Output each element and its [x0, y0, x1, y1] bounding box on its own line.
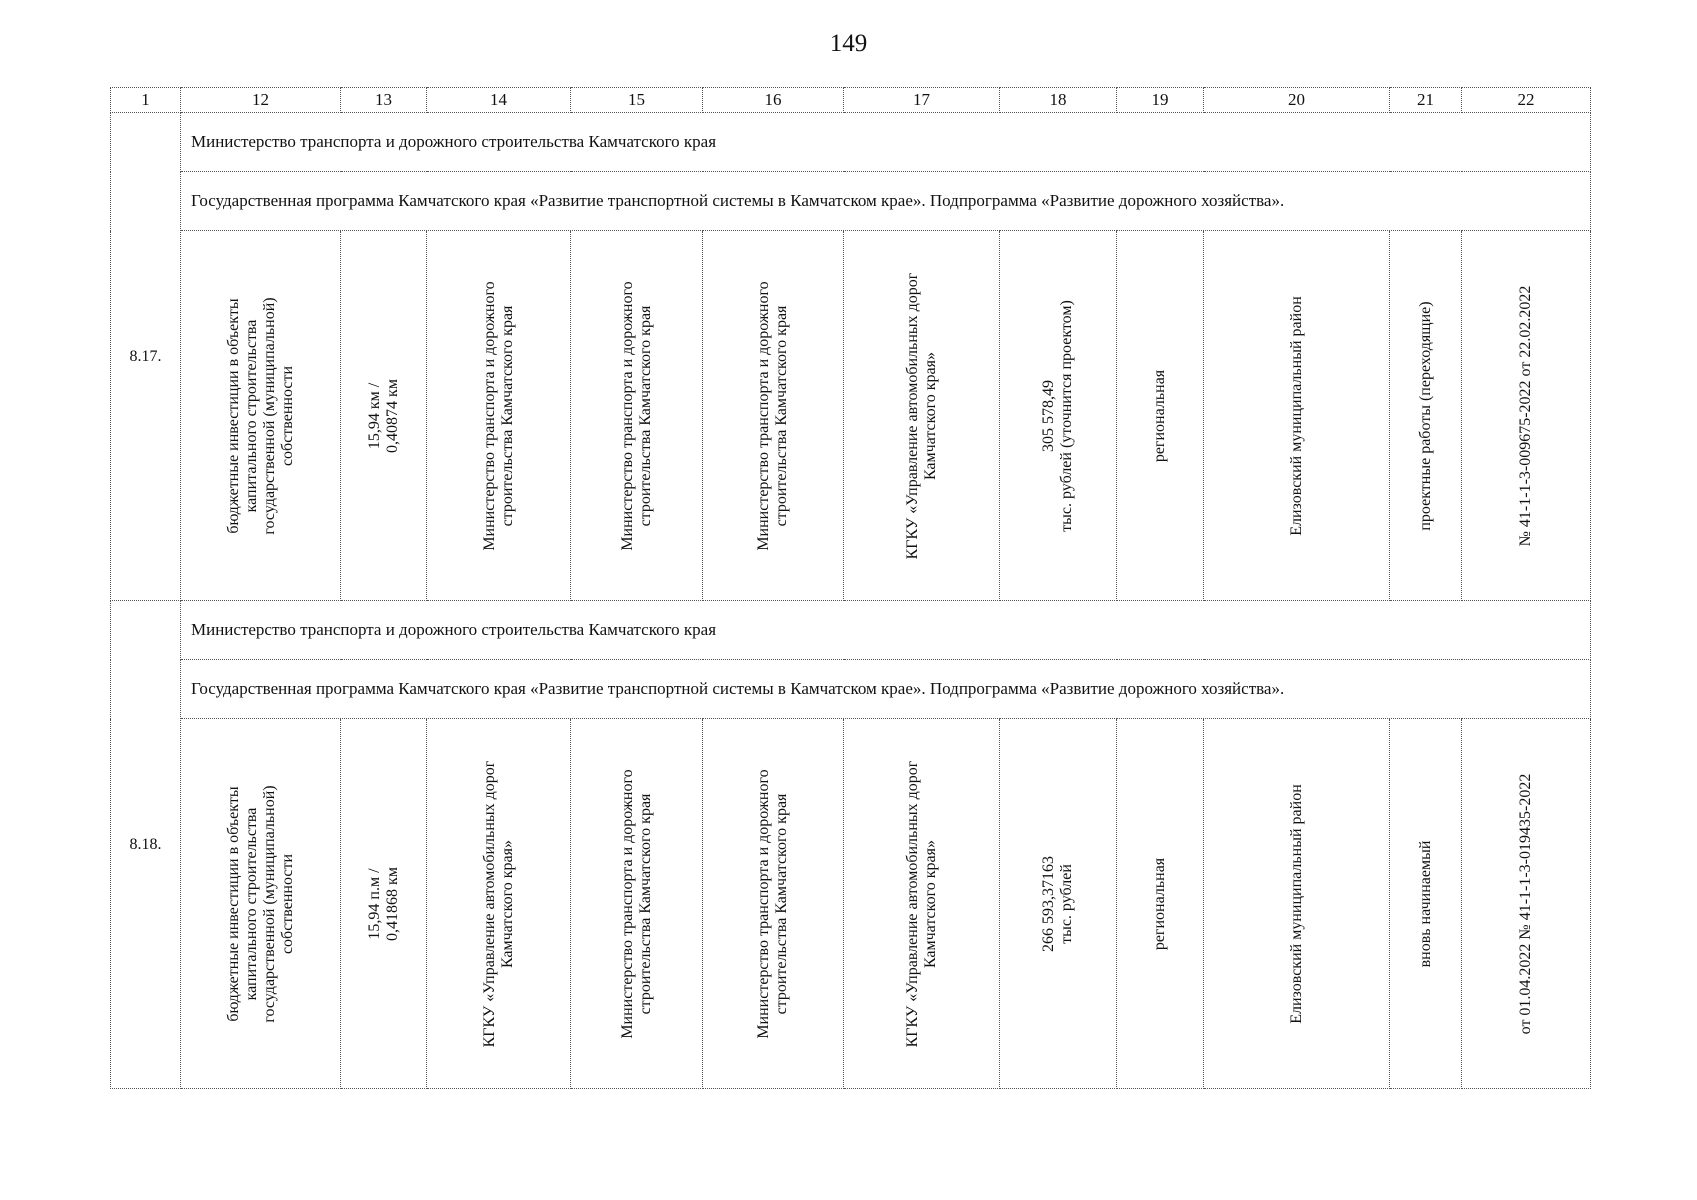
column-number-row: [111, 88, 1591, 113]
registry-table: [110, 87, 1591, 1089]
cell-line: 266 593,37163: [1040, 855, 1057, 952]
column-number: 19: [1117, 88, 1204, 113]
detail-cell: [1204, 231, 1390, 601]
detail-cell: [1117, 231, 1204, 601]
detail-cell: [1462, 231, 1591, 601]
program-name: Государственная программа Камчатского края «Развитие транспортной системы в Камчатском крае». Подпрограмма «Развитие дорожного хозяйства».: [181, 172, 1591, 231]
cell-line: КГКУ «Управление автомобильных дорог: [480, 760, 498, 1047]
cell-line: проектные работы (переходящие): [1416, 300, 1434, 531]
record-program-row: [111, 172, 1591, 231]
record-number: 8.17.: [111, 113, 181, 601]
rotated-cell-text: [1517, 246, 1535, 586]
rotated-cell-text: [225, 246, 297, 586]
cell-line: Министерство транспорта и дорожного: [755, 280, 772, 551]
cell-line: Министерство транспорта и дорожного: [618, 768, 636, 1039]
record-ministry-row: [111, 601, 1591, 660]
cell-line: 305 578,49: [1040, 379, 1057, 452]
detail-cell: [703, 231, 844, 601]
column-number: 20: [1204, 88, 1390, 113]
detail-cell: [181, 231, 341, 601]
rotated-cell-text: [1517, 734, 1535, 1074]
rotated-cell-text: [1151, 734, 1169, 1074]
rotated-cell-text: [366, 734, 402, 1074]
detail-cell: [1204, 719, 1390, 1089]
detail-cell: [341, 719, 427, 1089]
cell-line: 15,94 п.м /: [365, 867, 383, 940]
column-number: 13: [341, 88, 427, 113]
cell-line: Министерство транспорта и дорожного: [618, 280, 636, 551]
cell-line: тыс. рублей (уточнится проектом): [1058, 299, 1075, 532]
record-program-row: [111, 660, 1591, 719]
cell-line: 0,41868 км: [383, 866, 401, 941]
cell-line: капитального строительства: [242, 807, 260, 1000]
rotated-cell-text: [1040, 246, 1076, 586]
cell-line: региональная: [1151, 369, 1168, 462]
cell-line: КГКУ «Управление автомобильных дорог: [903, 272, 921, 559]
cell-line: бюджетные инвестиции в объекты: [224, 297, 242, 534]
cell-line: капитального строительства: [242, 319, 260, 512]
cell-line: строительства Камчатского края: [773, 793, 790, 1014]
rotated-cell-text: [904, 246, 940, 586]
page-number: 149: [829, 30, 868, 57]
ministry-name: Министерство транспорта и дорожного строительства Камчатского края: [181, 601, 1591, 660]
cell-line: № 41-1-1-3-009675-2022 от 22.02.2022: [1517, 285, 1534, 546]
detail-cell: [571, 231, 703, 601]
column-number: 16: [703, 88, 844, 113]
cell-line: КГКУ «Управление автомобильных дорог: [903, 760, 921, 1047]
cell-line: строительства Камчатского края: [498, 305, 516, 526]
cell-line: собственности: [278, 365, 296, 466]
detail-cell: [844, 719, 1000, 1089]
rotated-cell-text: [1417, 246, 1435, 586]
detail-cell: [703, 719, 844, 1089]
cell-line: строительства Камчатского края: [773, 305, 790, 526]
cell-line: Елизовский муниципальный район: [1287, 295, 1305, 536]
detail-cell: [427, 719, 571, 1089]
detail-cell: [341, 231, 427, 601]
column-number: 1: [111, 88, 181, 113]
rotated-cell-text: [481, 246, 517, 586]
cell-line: государственной (муниципальной): [260, 296, 278, 535]
column-number: 12: [181, 88, 341, 113]
cell-line: собственности: [278, 853, 296, 954]
cell-line: 15,94 км /: [365, 382, 383, 449]
column-number: 17: [844, 88, 1000, 113]
detail-cell: [1390, 719, 1462, 1089]
detail-cell: [571, 719, 703, 1089]
rotated-cell-text: [1288, 734, 1306, 1074]
cell-line: вновь начинаемый: [1416, 840, 1434, 967]
rotated-cell-text: [1040, 734, 1076, 1074]
detail-cell: [1390, 231, 1462, 601]
cell-line: региональная: [1151, 857, 1168, 950]
program-name: Государственная программа Камчатского края «Развитие транспортной системы в Камчатском крае». Подпрограмма «Развитие дорожного хозяйства».: [181, 660, 1591, 719]
cell-line: 0,40874 км: [383, 378, 401, 453]
detail-cell: [1117, 719, 1204, 1089]
detail-cell: [1000, 231, 1117, 601]
rotated-cell-text: [1151, 246, 1169, 586]
rotated-cell-text: [619, 734, 655, 1074]
rotated-cell-text: [904, 734, 940, 1074]
detail-cell: [427, 231, 571, 601]
cell-line: Камчатского края»: [921, 839, 939, 968]
column-number: 14: [427, 88, 571, 113]
detail-cell: [181, 719, 341, 1089]
rotated-cell-text: [619, 246, 655, 586]
detail-cell: [844, 231, 1000, 601]
detail-cell: [1000, 719, 1117, 1089]
cell-line: Елизовский муниципальный район: [1287, 783, 1305, 1024]
cell-line: Министерство транспорта и дорожного: [480, 280, 498, 551]
record-details-row: [111, 719, 1591, 1089]
ministry-name: Министерство транспорта и дорожного строительства Камчатского края: [181, 113, 1591, 172]
cell-line: бюджетные инвестиции в объекты: [224, 785, 242, 1022]
cell-line: Камчатского края»: [498, 839, 516, 968]
cell-line: строительства Камчатского края: [636, 793, 654, 1014]
record-details-row: [111, 231, 1591, 601]
cell-line: государственной (муниципальной): [260, 784, 278, 1023]
detail-cell: [1462, 719, 1591, 1089]
rotated-cell-text: [1417, 734, 1435, 1074]
cell-line: строительства Камчатского края: [636, 305, 654, 526]
cell-line: тыс. рублей: [1058, 863, 1075, 944]
column-number: 21: [1390, 88, 1462, 113]
record-number: 8.18.: [111, 601, 181, 1089]
rotated-cell-text: [1288, 246, 1306, 586]
rotated-cell-text: [755, 734, 791, 1074]
rotated-cell-text: [755, 246, 791, 586]
column-number: 22: [1462, 88, 1591, 113]
cell-line: от 01.04.2022 № 41-1-1-3-019435-2022: [1517, 773, 1534, 1034]
cell-line: Министерство транспорта и дорожного: [755, 768, 772, 1039]
rotated-cell-text: [225, 734, 297, 1074]
rotated-cell-text: [366, 246, 402, 586]
rotated-cell-text: [481, 734, 517, 1074]
column-number: 15: [571, 88, 703, 113]
record-ministry-row: [111, 113, 1591, 172]
column-number: 18: [1000, 88, 1117, 113]
cell-line: Камчатского края»: [921, 351, 939, 480]
